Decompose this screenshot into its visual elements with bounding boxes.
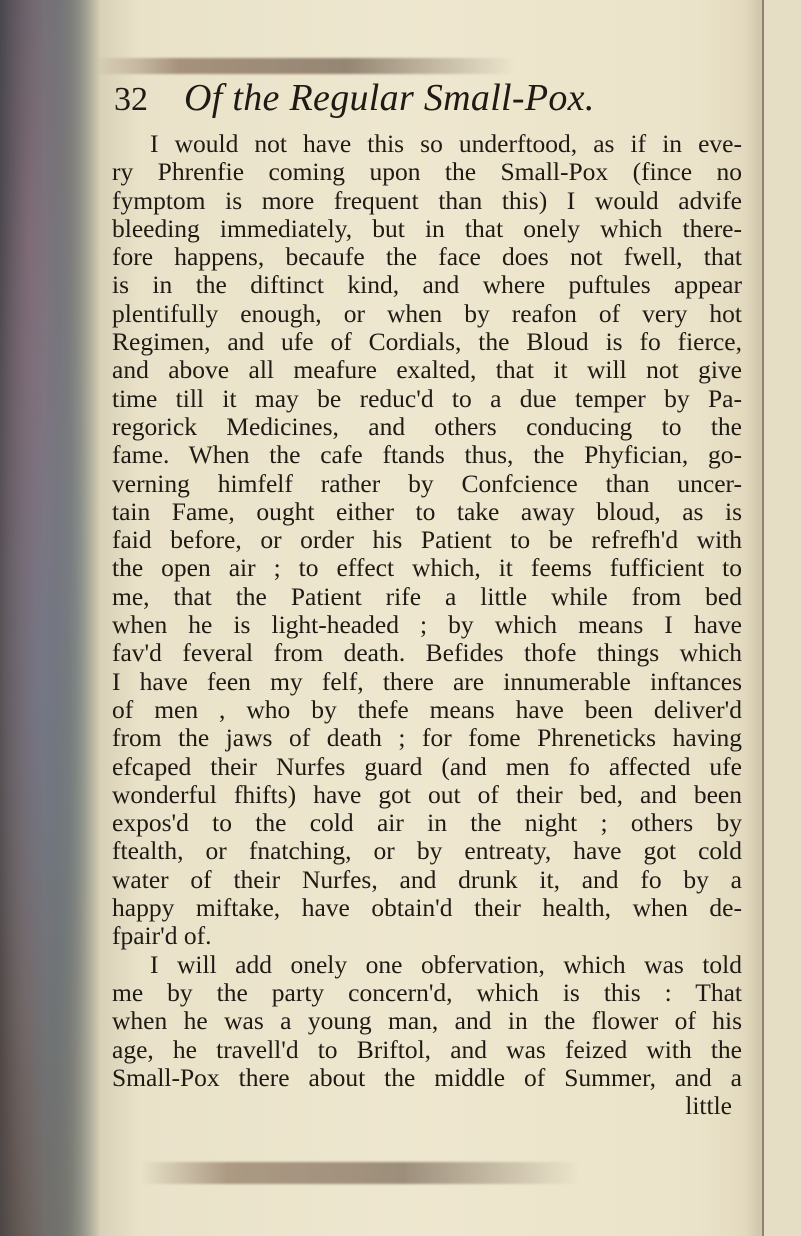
text-line: plentifully enough, or when by reafon of very hot bbox=[112, 298, 742, 328]
text-line: from the jaws of death ; for fome Phreneticks having bbox=[112, 723, 742, 753]
text-line: time till it may be reduc'd to a due temper by Pa- bbox=[112, 383, 742, 413]
text-line: age, he travell'd to Briftol, and was feized with the bbox=[112, 1034, 742, 1064]
text-line: faid before, or order his Patient to be refrefh'd with bbox=[112, 525, 742, 555]
body-text bbox=[112, 130, 742, 1092]
text-line: water of their Nurfes, and drunk it, and fo by a bbox=[112, 864, 742, 894]
text-line: happy miftake, have obtain'd their health, when de- bbox=[112, 893, 742, 923]
catchword: little bbox=[685, 1091, 732, 1121]
page-header bbox=[112, 76, 742, 126]
text-line: expos'd to the cold air in the night ; others by bbox=[112, 808, 742, 838]
text-line: fpair'd of. bbox=[112, 921, 212, 951]
text-line: Small-Pox there about the middle of Summer, and a bbox=[112, 1062, 742, 1092]
text-line: of men , who by thefe means have been deliver'd bbox=[112, 694, 742, 724]
text-line: me by the party concern'd, which is this : That bbox=[112, 977, 742, 1007]
text-line: verning himfelf rather by Confcience than uncer- bbox=[112, 468, 742, 498]
running-head: Of the Regular Small-Pox. bbox=[184, 77, 595, 119]
text-line: efcaped their Nurfes guard (and men fo affected ufe bbox=[112, 751, 742, 781]
text-line: wonderful fhifts) have got out of their bed, and been bbox=[112, 779, 742, 809]
text-line: fame. When the cafe ftands thus, the Phyfician, go- bbox=[112, 440, 742, 470]
adjacent-page-bleed bbox=[764, 0, 801, 100]
text-line: is in the diftinct kind, and where puftules appear bbox=[112, 270, 742, 300]
text-line: bleeding immediately, but in that onely which there- bbox=[112, 213, 742, 243]
text-line: I would not have this so underftood, as if in eve- bbox=[150, 129, 742, 158]
top-page-stain bbox=[95, 58, 515, 74]
page-number: 32 bbox=[114, 81, 148, 118]
text-line: ry Phrenfie coming upon the Small-Pox (fince no bbox=[112, 157, 742, 187]
text-line: when he is light-headed ; by which means I have bbox=[112, 610, 742, 640]
bottom-page-stain bbox=[140, 1162, 580, 1184]
text-line: I have feen my felf, there are innumerable inftances bbox=[112, 666, 742, 696]
text-line: ftealth, or fnatching, or by entreaty, have got cold bbox=[112, 836, 742, 866]
text-line: I will add onely one obfervation, which was told bbox=[150, 949, 742, 979]
text-line: regorick Medicines, and others conducing to the bbox=[112, 411, 742, 441]
text-line: when he was a young man, and in the flower of his bbox=[112, 1006, 742, 1036]
text-line: me, that the Patient rife a little while from bed bbox=[112, 581, 742, 611]
text-line: fore happens, becaufe the face does not fwell, that bbox=[112, 242, 742, 272]
text-line: fav'd feveral from death. Befides thofe things which bbox=[112, 638, 742, 668]
adjacent-page-edge bbox=[762, 0, 801, 1236]
book-binding-edge bbox=[0, 0, 100, 1236]
page-content bbox=[112, 76, 742, 1120]
text-line: the open air ; to effect which, it feems fufficient to bbox=[112, 553, 742, 583]
text-line: Regimen, and ufe of Cordials, the Bloud is fo fierce, bbox=[112, 327, 742, 357]
text-line: tain Fame, ought either to take away bloud, as is bbox=[112, 496, 742, 526]
text-line: and above all meafure exalted, that it will not give bbox=[112, 355, 742, 385]
text-line: fymptom is more frequent than this) I would advife bbox=[112, 185, 742, 215]
